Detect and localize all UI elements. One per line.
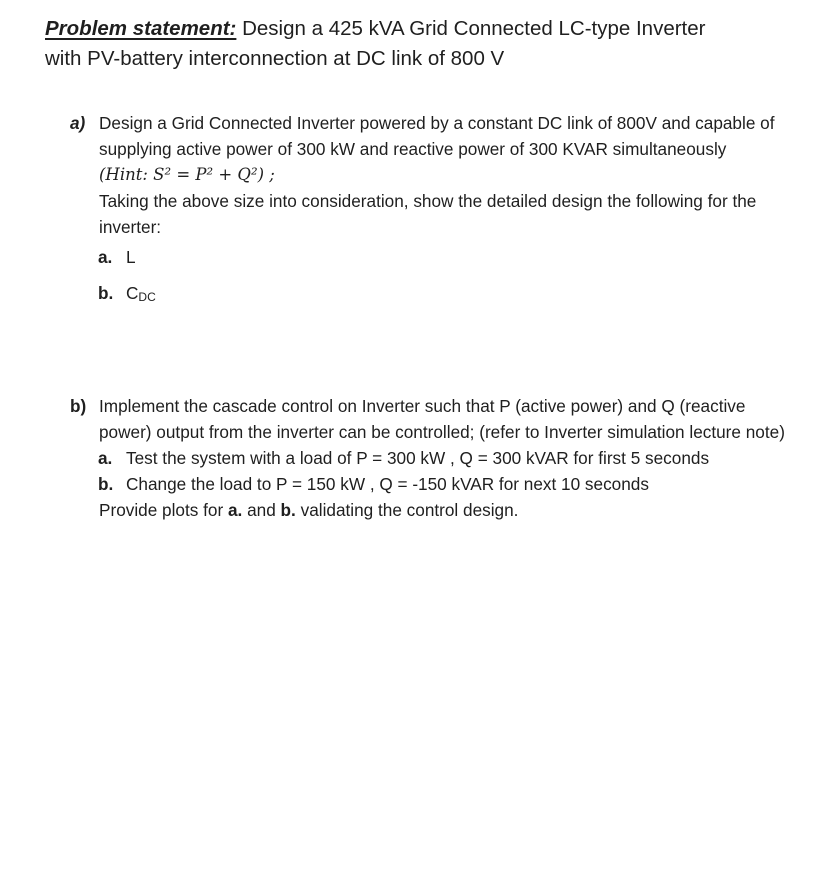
part-b-item-a <box>98 445 790 471</box>
part-a-hint: (Hint: S² = P² + Q²) ; <box>99 165 275 184</box>
part-b-label: b) <box>70 396 87 416</box>
part-b-item-text: Change the load to P = 150 kW , Q = -150 kVAR for next 10 seconds <box>126 474 649 494</box>
part-a-item-L <box>98 244 790 270</box>
closing-ref-b: b. <box>280 500 296 520</box>
closing-mid: and <box>242 500 281 520</box>
part-a-label: a) <box>70 113 86 133</box>
cdc-symbol <box>126 280 156 310</box>
part-a-section <box>70 110 790 310</box>
part-b-item-text: Test the system with a load of P = 300 kW , Q = 300 kVAR for first 5 seconds <box>126 448 710 468</box>
problem-statement-label: Problem statement: <box>45 17 237 40</box>
closing-ref-a: a. <box>227 500 243 520</box>
part-b-text: Implement the cascade control on Inverter such that P (active power) and Q (reactive power) output from the inverter can be controlled; (refer to Inverter simulation lecture note) <box>99 396 785 442</box>
part-a-followup: Taking the above size into consideration, show the detailed design the following for the inverter: <box>99 191 757 237</box>
part-a-item-cdc <box>98 280 790 310</box>
part-a-item-text: L <box>126 247 136 267</box>
cdc-main: C <box>126 283 139 303</box>
problem-statement-line2: with PV-battery interconnection at DC link of 800 V <box>45 47 505 70</box>
part-b-closing <box>99 497 790 523</box>
closing-post: validating the control design. <box>295 500 519 520</box>
part-b-item-label: a. <box>98 448 113 468</box>
part-a-item-label: a. <box>98 247 113 267</box>
problem-statement-line1: Design a 425 kVA Grid Connected LC-type Inverter <box>236 17 706 40</box>
part-a-item-label: b. <box>98 283 114 303</box>
part-b-section <box>70 393 790 523</box>
problem-statement <box>45 14 815 74</box>
cdc-subscript: DC <box>138 290 156 304</box>
part-a-text: Design a Grid Connected Inverter powered by a constant DC link of 800V and capable of supplying active power of 300 kW and reactive power of 300 KVAR simultaneously <box>99 113 775 159</box>
part-b-item-label: b. <box>98 474 114 494</box>
part-b-item-b <box>98 471 790 497</box>
closing-pre: Provide plots for <box>99 500 228 520</box>
